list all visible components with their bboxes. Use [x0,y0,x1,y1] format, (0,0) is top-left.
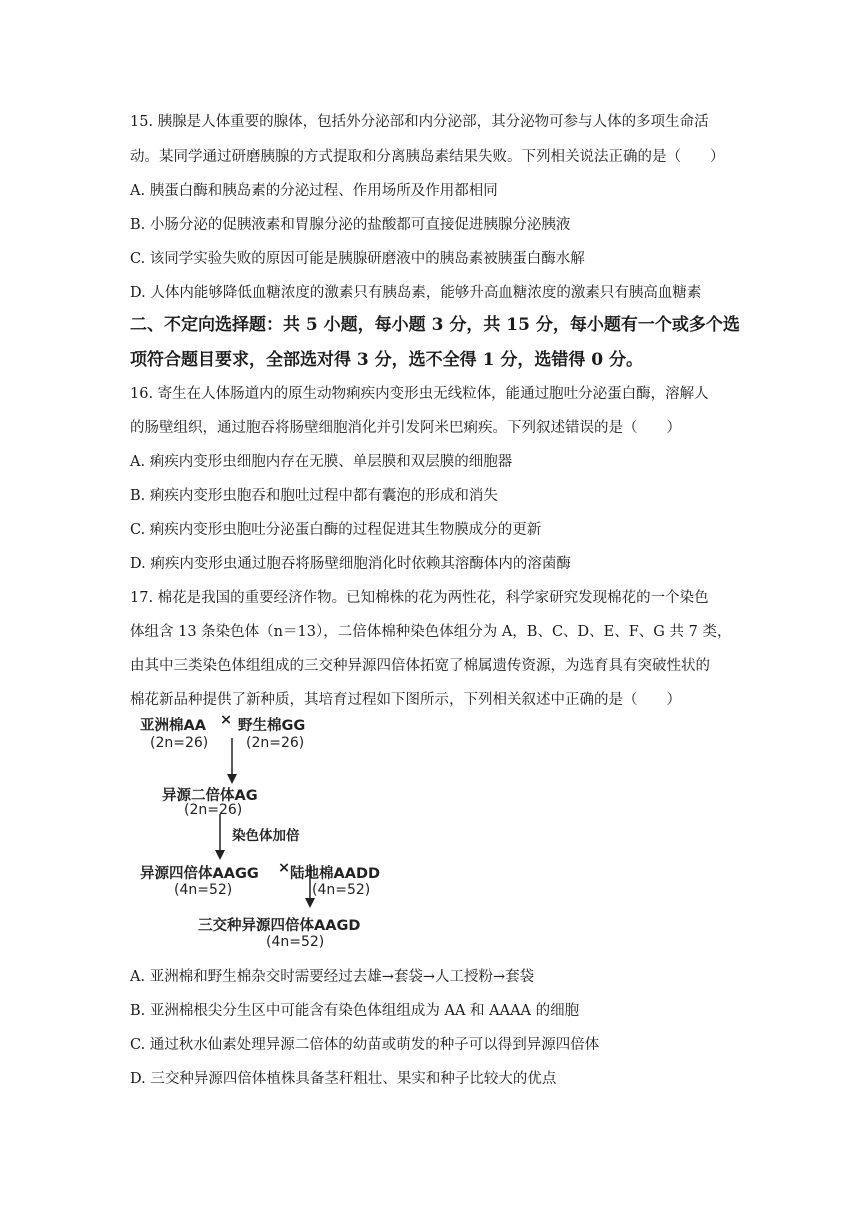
q17-stem-line1: 17. 棉花是我国的重要经济作物。已知棉株的花为两性花，科学家研究发现棉花的一个染色 [130,590,709,606]
result-label: 三交种异源四倍体AAGD [198,918,361,934]
q15-stem-line2: 动。某同学通过研磨胰腺的方式提取和分离胰岛素结果失败。下列相关说法正确的是（ ） [130,149,725,165]
q17-option-d: D. 三交种异源四倍体植株具备茎秆粗壮、果实和种子比较大的优点 [130,1071,557,1087]
q15-option-c: C. 该同学实验失败的原因可能是胰腺研磨液中的胰岛素被胰蛋白酶水解 [130,251,585,267]
q16-option-c: C. 痢疾内变形虫胞吐分泌蛋白酶的过程促进其生物膜成分的更新 [130,522,542,538]
parent1-label: 亚洲棉AA [140,718,206,734]
q17-stem-line3: 由其中三类染色体组组成的三交种异源四倍体拓宽了棉属遗传资源，为选育具有突破性状的 [130,658,710,674]
q17-option-a: A. 亚洲棉和野生棉杂交时需要经过去雄→套袋→人工授粉→套袋 [130,969,535,985]
q16-option-d: D. 痢疾内变形虫通过胞吞将肠壁细胞消化时依赖其溶酶体内的溶菌酶 [130,556,571,572]
cross-symbol-1: × [220,712,233,728]
hybrid-label: 异源二倍体AG [162,788,258,804]
doubling-step-label: 染色体加倍 [232,828,300,844]
q15-stem-line1: 15. 胰腺是人体重要的腺体，包括外分泌部和内分泌部，其分泌物可参与人体的多项生命活 [130,114,709,130]
q15-option-a: A. 胰蛋白酶和胰岛素的分泌过程、作用场所及作用都相同 [130,183,498,199]
q17-option-c: C. 通过秋水仙素处理异源二倍体的幼苗或萌发的种子可以得到异源四倍体 [130,1037,600,1053]
hybrid-ploidy: (2n=26) [184,802,243,818]
q17-stem-line2: 体组含 13 条染色体（n＝13），二倍体棉种染色体组分为 A，B、C、D、E、F、G 共 7 类， [130,624,732,640]
q17-option-b: B. 亚洲棉根尖分生区中可能含有染色体组组成为 AA 和 AAAA 的细胞 [130,1003,580,1019]
q16-option-a: A. 痢疾内变形虫细胞内存在无膜、单层膜和双层膜的细胞器 [130,454,513,470]
parent3-ploidy: (4n=52) [312,882,371,898]
tetraploid-label: 异源四倍体AAGG [140,866,259,882]
parent3-label: 陆地棉AADD [290,866,381,882]
q16-stem-line2: 的肠壁组织，通过胞吞将肠壁细胞消化并引发阿米巴痢疾。下列叙述错误的是（ ） [130,420,681,436]
q16-option-b: B. 痢疾内变形虫胞吞和胞吐过程中都有囊泡的形成和消失 [130,488,498,504]
section2-heading-line1: 二、不定向选择题：共 5 小题，每小题 3 分，共 15 分，每小题有一个或多个选 [130,315,740,335]
parent2-ploidy: (2n=26) [246,735,305,751]
q17-stem-line4: 棉花新品种提供了新种质，其培育过程如下图所示，下列相关叙述中正确的是（ ） [130,692,681,708]
q15-option-b: B. 小肠分泌的促胰液素和胃腺分泌的盐酸都可直接促进胰腺分泌胰液 [130,217,571,233]
parent2-label: 野生棉GG [238,718,306,734]
q16-stem-line1: 16. 寄生在人体肠道内的原生动物痢疾内变形虫无线粒体，能通过胞吐分泌蛋白酶，溶解人 [130,386,709,402]
tetraploid-ploidy: (4n=52) [174,882,233,898]
breeding-flow-diagram [140,712,410,952]
parent1-ploidy: (2n=26) [150,735,209,751]
result-ploidy: (4n=52) [266,934,325,950]
cross-symbol-2: × [278,860,291,876]
section2-heading-line2: 项符合题目要求，全部选对得 3 分，选不全得 1 分，选错得 0 分。 [130,350,643,370]
q15-option-d: D. 人体内能够降低血糖浓度的激素只有胰岛素，能够升高血糖浓度的激素只有胰高血糖素 [130,285,702,301]
